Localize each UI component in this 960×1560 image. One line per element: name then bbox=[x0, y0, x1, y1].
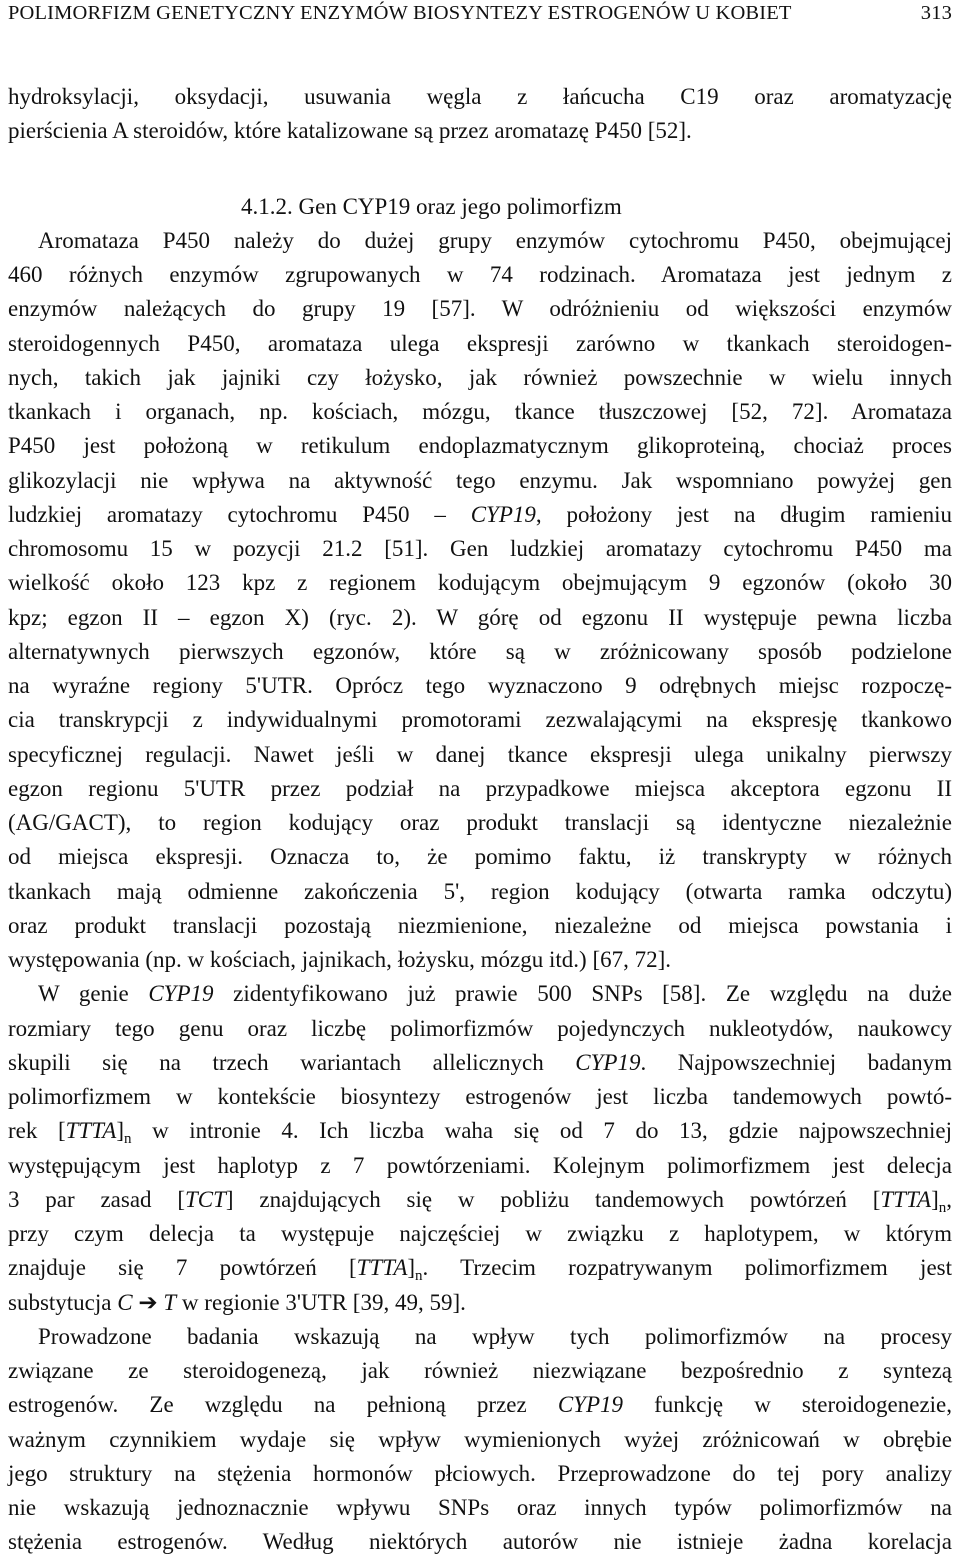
repeat-motif: TTTA bbox=[65, 1118, 117, 1144]
text-run: 3 par zasad [ bbox=[8, 1186, 185, 1212]
text-run: znajduje się 7 powtórzeń [ bbox=[8, 1255, 357, 1281]
text-line: jego struktury na stężenia hormonów płciowych. Przeprowadzone do tej pory analizy bbox=[8, 1460, 952, 1486]
text-run: ] bbox=[407, 1255, 416, 1281]
text-line: ważnym czynnikiem wydaje się wpływ wymienionych wyżej zróżnicowań w obrębie bbox=[8, 1426, 952, 1452]
text-line bbox=[8, 1286, 952, 1320]
text-run: funkcję w steroidogenezie, bbox=[623, 1392, 952, 1418]
text-run: ] znajdujących się w pobliżu tandemowych powtórzeń [ bbox=[225, 1186, 881, 1212]
text-line: Aromataza P450 należy do dużej grupy enzymów cytochromu P450, obejmującej bbox=[38, 227, 952, 253]
text-line: wielkość około 123 kpz z regionem kodującym obejmującym 9 egzonów (około 30 bbox=[8, 570, 952, 596]
nucleotide-t: T bbox=[163, 1289, 177, 1315]
text-line bbox=[8, 1114, 952, 1148]
text-line: polimorfizmem w kontekście biosyntezy estrogenów jest liczba tandemowych powtó- bbox=[8, 1084, 952, 1109]
subscript-n: n bbox=[124, 1131, 132, 1148]
text-run: . Trzecim rozpatrywanym polimorfizmem jest bbox=[422, 1255, 952, 1281]
text-line: przy czym delecja ta występuje najczęściej w związku z haplotypem, w którym bbox=[8, 1221, 952, 1246]
text-line: (AG/GACT), to region kodujący oraz produkt translacji są identyczne niezależnie bbox=[8, 810, 952, 835]
subscript-n: n bbox=[938, 1199, 947, 1216]
text-line: związane ze steroidogenezą, jak również niezwiązane bezpośrednio z syntezą bbox=[8, 1358, 952, 1383]
text-line: glikozylacji nie wpływa na aktywność tego enzymu. Jak wspomniano powyżej gen bbox=[8, 467, 952, 493]
text-run: zidentyfikowano już prawie 500 SNPs [58]. Ze względu na duże bbox=[213, 981, 952, 1007]
deletion-motif: TCT bbox=[184, 1186, 226, 1212]
text-line bbox=[8, 1251, 952, 1285]
text-run: ] bbox=[116, 1118, 124, 1144]
text-line: pierścienia A steroidów, które katalizowane są przez aromatazę P450 [52]. bbox=[8, 118, 692, 144]
gene-name: CYP19 bbox=[148, 981, 214, 1007]
text-line: nych, takich jak jajniki czy łożysko, jak również powszechnie w wielu innych bbox=[8, 364, 952, 390]
text-line: 460 różnych enzymów zgrupowanych w 74 rodzinach. Aromataza jest jednym z bbox=[8, 262, 952, 287]
text-line: steroidogennych P450, aromataza ulega ekspresji zarówno w tkankach steroidogen- bbox=[8, 330, 952, 356]
text-run: , bbox=[946, 1186, 952, 1212]
gene-name: CYP19 bbox=[557, 1392, 624, 1418]
text-run: ] bbox=[931, 1186, 939, 1212]
repeat-motif: TTTA bbox=[356, 1255, 408, 1281]
text-line: występującym jest haplotyp z 7 powtórzeniami. Kolejnym polimorfizmem jest delecja bbox=[8, 1152, 952, 1178]
text-run: substytucja bbox=[8, 1289, 118, 1315]
text-line: chromosomu 15 w pozycji 21.2 [51]. Gen ludzkiej aromatazy cytochromu P450 ma bbox=[8, 536, 952, 561]
text-run: rek [ bbox=[8, 1118, 66, 1144]
running-header bbox=[8, 2, 952, 30]
text-line: alternatywnych pierwszych egzonów, które są w zróżnicowany sposób podzielone bbox=[8, 638, 952, 664]
text-line: stężenia estrogenów. Według niektórych autorów nie istnieje żadna korelacja bbox=[8, 1529, 952, 1555]
text-line: występowania (np. w kościach, jajnikach, łożysku, mózgu itd.) [67, 72]. bbox=[8, 947, 672, 972]
text-line: enzymów należących do grupy 19 [57]. W odróżnieniu od większości enzymów bbox=[8, 296, 952, 322]
text-line: hydroksylacji, oksydacji, usuwania węgla z łańcucha C19 oraz aromatyzację bbox=[8, 84, 952, 109]
text-line: specyficznej regulacji. Nawet jeśli w danej tkance ekspresji ulega unikalny pierwszy bbox=[8, 741, 952, 767]
text-line: kpz; egzon II – egzon X) (ryc. 2). W górę od egzonu II występuje pewna liczba bbox=[8, 604, 952, 630]
page-number: 313 bbox=[920, 2, 952, 24]
text-line: od miejsca ekspresji. Oznacza to, że pomimo faktu, iż transkrypty w różnych bbox=[8, 844, 952, 870]
text-line: oraz produkt translacji pozostają niezmienione, niezależne od miejsca powstania i bbox=[8, 912, 952, 938]
text-run: , położony jest na długim ramieniu bbox=[535, 501, 952, 527]
nucleotide-c: C bbox=[117, 1289, 133, 1315]
body-text bbox=[8, 80, 952, 1560]
text-line: tkankach mają odmienne zakończenia 5', region kodujący (otwarta ramka odczytu) bbox=[8, 878, 952, 904]
text-line bbox=[8, 1388, 952, 1422]
running-title: POLIMORFIZM GENETYCZNY ENZYMÓW BIOSYNTEZY ESTROGENÓW U KOBIET bbox=[8, 2, 792, 24]
text-run: estrogenów. Ze względu na pełnioną przez bbox=[8, 1392, 558, 1418]
text-line bbox=[8, 498, 952, 532]
text-line: P450 jest położoną w retikulum endoplazmatycznym glikoproteiną, chociaż proces bbox=[8, 433, 952, 459]
text-line bbox=[8, 977, 952, 1011]
text-line: tkankach i organach, np. kościach, mózgu, tkance tłuszczowej [52, 72]. Aromataza bbox=[8, 399, 952, 424]
spacer bbox=[8, 149, 952, 190]
text-line: Prowadzone badania wskazują na wpływ tych polimorfizmów na procesy bbox=[38, 1323, 952, 1349]
text-line: na wyraźne regiony 5'UTR. Oprócz tego wyznaczono 9 odrębnych miejsc rozpoczę- bbox=[8, 673, 952, 698]
text-line: cia transkrypcji z indywidualnymi promotorami zezwalającymi na ekspresję tkankowo bbox=[8, 707, 952, 733]
repeat-motif: TTTA bbox=[880, 1186, 932, 1212]
subscript-n: n bbox=[415, 1268, 423, 1285]
text-run: ludzkiej aromatazy cytochromu P450 – bbox=[8, 501, 471, 527]
text-line: egzon regionu 5'UTR przez podział na przypadkowe miejsca akceptora egzonu II bbox=[8, 775, 952, 801]
text-run: . Najpowszechniej badanym bbox=[640, 1049, 952, 1075]
arrow-icon: ➔ bbox=[132, 1289, 164, 1315]
text-line: rozmiary tego genu oraz liczbę polimorfizmów pojedynczych nukleotydów, naukowcy bbox=[8, 1015, 952, 1041]
text-run: w regionie 3'UTR [39, 49, 59]. bbox=[176, 1289, 466, 1315]
text-line bbox=[8, 1183, 952, 1217]
text-line: nie wskazują jednoznacznie wpływu SNPs oraz innych typów polimorfizmów na bbox=[8, 1495, 952, 1520]
gene-name: CYP19 bbox=[470, 501, 536, 527]
gene-name: CYP19 bbox=[575, 1049, 641, 1075]
text-run: W genie bbox=[38, 981, 149, 1007]
section-heading: 4.1.2. Gen CYP19 oraz jego polimorfizm bbox=[241, 193, 622, 219]
text-run: skupili się na trzech wariantach allelicznych bbox=[8, 1049, 576, 1075]
text-line bbox=[8, 1046, 952, 1080]
text-run: w intronie 4. Ich liczba waha się od 7 do 13, gdzie najpowszechniej bbox=[131, 1118, 953, 1144]
